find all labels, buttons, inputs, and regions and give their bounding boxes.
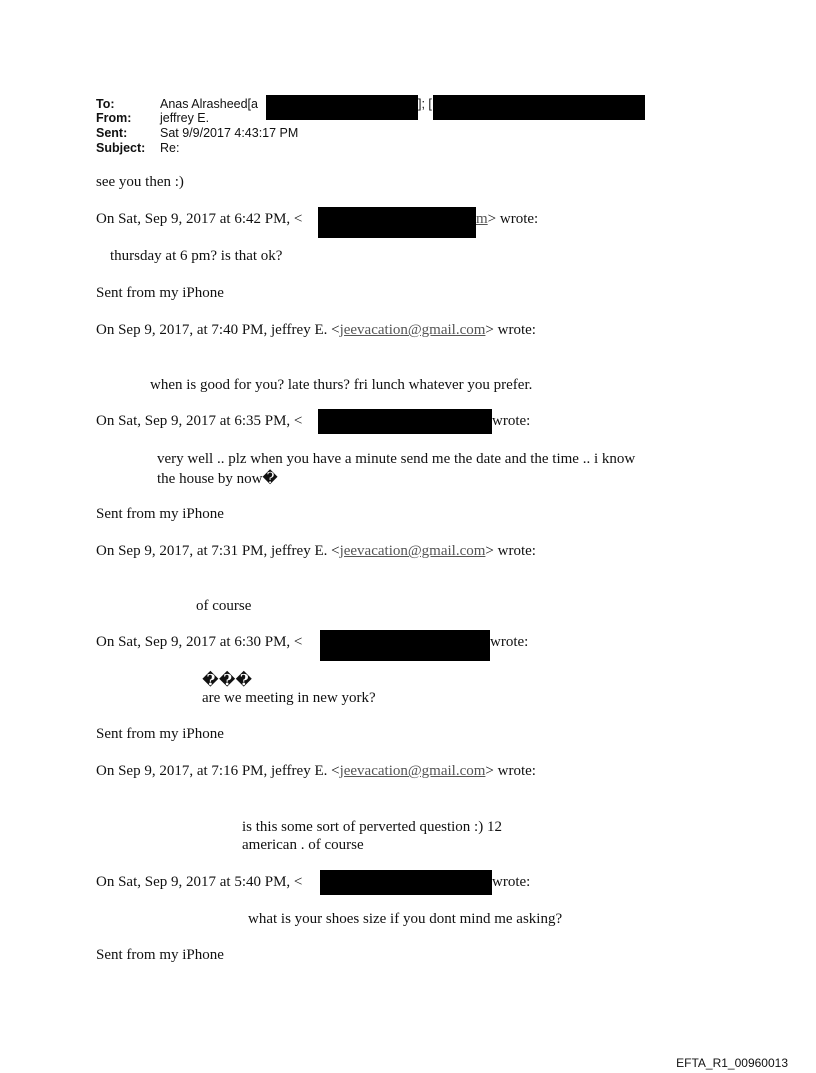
message-line: of course: [196, 598, 252, 614]
quote-header-end: [476, 211, 538, 228]
message-line: see you then :): [96, 174, 184, 190]
signature: Sent from my iPhone: [96, 947, 224, 963]
message-line: the house by now�: [157, 471, 278, 487]
quote-header-end: wrote:: [492, 874, 531, 890]
sent-label: Sent:: [96, 126, 128, 140]
quote-header-text: > wrote:: [485, 543, 536, 559]
redaction-bar: [318, 207, 476, 238]
redaction-bar: [320, 630, 490, 661]
message-line: american . of course: [242, 837, 364, 853]
email-link[interactable]: jeevacation@gmail.com: [339, 763, 486, 779]
quote-header-text: > wrote:: [485, 763, 536, 779]
quote-header-text: On Sat, Sep 9, 2017 at 6:42 PM, <: [96, 211, 303, 227]
quote-header-text: On Sep 9, 2017, at 7:40 PM, jeffrey E. <: [96, 322, 340, 338]
quote-header-text: > wrote:: [485, 322, 536, 338]
quote-header: [96, 543, 536, 560]
to-label: To:: [96, 97, 115, 111]
quote-header: On Sat, Sep 9, 2017 at 5:40 PM, <: [96, 874, 303, 890]
quote-header-text: > wrote:: [487, 211, 539, 227]
from-value: jeffrey E.: [160, 111, 210, 125]
message-line: when is good for you? late thurs? fri lunch whatever you prefer.: [150, 377, 533, 393]
message-line: is this some sort of perverted question :) 12: [242, 819, 502, 835]
quote-header: On Sat, Sep 9, 2017 at 6:30 PM, <: [96, 634, 303, 650]
signature: Sent from my iPhone: [96, 726, 224, 742]
to-value: Anas Alrasheed[a: [160, 97, 258, 111]
subject-value: Re:: [160, 141, 180, 155]
subject-label: Subject:: [96, 141, 146, 155]
quote-header-end: wrote:: [492, 413, 531, 429]
quote-header: [96, 211, 302, 228]
signature: Sent from my iPhone: [96, 285, 224, 301]
quote-header: [96, 763, 536, 780]
redaction-bar: [318, 409, 492, 434]
signature: Sent from my iPhone: [96, 506, 224, 522]
quote-header: On Sat, Sep 9, 2017 at 6:35 PM, <: [96, 413, 303, 429]
quote-header-text: On Sep 9, 2017, at 7:31 PM, jeffrey E. <: [96, 543, 340, 559]
redaction-bar: [433, 95, 645, 120]
redaction-bar: [320, 870, 492, 895]
from-label: From:: [96, 111, 132, 125]
to-separator: ]; [: [418, 97, 432, 111]
document-id: EFTA_R1_00960013: [676, 1056, 788, 1070]
email-link[interactable]: jeevacation@gmail.com: [339, 322, 486, 338]
quote-header-end: wrote:: [490, 634, 529, 650]
message-line: are we meeting in new york?: [202, 690, 376, 706]
message-line: thursday at 6 pm? is that ok?: [110, 248, 283, 264]
email-link[interactable]: m: [476, 211, 488, 227]
redaction-bar: [266, 95, 418, 120]
quote-header: [96, 322, 536, 339]
email-link[interactable]: jeevacation@gmail.com: [339, 543, 486, 559]
sent-value: Sat 9/9/2017 4:43:17 PM: [160, 126, 299, 140]
message-line: ���: [202, 673, 253, 689]
message-line: very well .. plz when you have a minute send me the date and the time .. i know: [157, 451, 636, 467]
quote-header-text: On Sep 9, 2017, at 7:16 PM, jeffrey E. <: [96, 763, 340, 779]
message-line: what is your shoes size if you dont mind me asking?: [248, 911, 563, 927]
